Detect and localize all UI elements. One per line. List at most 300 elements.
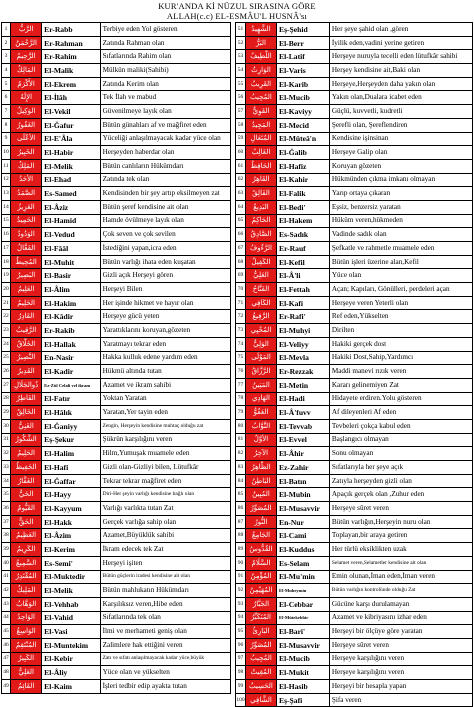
transliteration: El-Hayy [42,488,100,502]
meaning: Çok seven ve çok sevilen [100,228,231,242]
row-number: 65 [236,214,246,228]
transliteration: El-Ğafur [42,118,100,132]
row-number: 86 [236,502,246,516]
transliteration: El-Karib [277,77,330,91]
transliteration: El-Müteâ'n [277,132,330,146]
row-number: 58 [236,118,246,132]
meaning: Hükmü altında tutan [100,365,231,379]
names-tables [1,22,473,705]
arabic-name: العَفُوُّ [245,406,276,420]
arabic-name: المُصَوِّرُ [245,638,276,652]
transliteration: El-Vekil [42,105,100,119]
name-row [2,228,231,242]
meaning: Apaçık gerçek olan ,Zuhur eden [329,488,472,502]
name-row [236,392,473,406]
row-number: 55 [236,77,246,91]
arabic-name: الأَحَدُ [11,173,42,187]
transliteration: El-Â'fuvv [277,406,330,420]
meaning: İşleri tedbir edip ayakta tutan [100,680,231,694]
row-number: 62 [236,173,246,187]
transliteration: El-Âziz [42,200,100,214]
transliteration: El-Musavvir [277,502,330,516]
arabic-name: الرَّزَّاقُ [245,365,276,379]
transliteration: El-Hâlık [42,406,100,420]
name-row [2,187,231,201]
row-number: 30 [2,419,11,433]
name-row [236,269,473,283]
arabic-name: المَالِكُ [11,64,42,78]
transliteration: El-Veliyy [277,337,330,351]
row-number: 82 [236,447,246,461]
row-number: 96 [236,638,246,652]
row-number: 87 [236,515,246,529]
arabic-name: البَاطِنُ [245,474,276,488]
meaning: Yüce olan [329,269,472,283]
meaning: Zatında tek olan [100,173,231,187]
row-number: 61 [236,159,246,173]
header-line-2: ALLAH(c.c) EL-ESMÂU'L HUSNÂ'sı [166,11,308,21]
name-row [236,666,473,680]
meaning: Bütün günahları af ve mağfiret eden [100,118,231,132]
name-row [236,310,473,324]
transliteration: El-Kaim [42,680,100,694]
name-row [236,638,473,652]
arabic-name: الحَفِيظُ [11,461,42,475]
row-number: 85 [236,488,246,502]
name-row [236,447,473,461]
arabic-name: الخَبِيرُ [11,146,42,160]
arabic-name: العَظِيمُ [11,529,42,543]
meaning: Kendisinden bir şey artıp eksilmeyen zat [100,187,231,201]
row-number: 89 [236,543,246,557]
transliteration: En-Nasir [42,351,100,365]
name-row [2,283,231,297]
row-number: 54 [236,64,246,78]
meaning: Bütün mahlukatın Hükümdarı [100,584,231,598]
meaning: Azamet ve ikram sahibi [100,378,231,392]
arabic-name: الكَافِي [245,296,276,310]
meaning: Açan; Kapıları, Gönülleri, perdeleri açan [329,283,472,297]
name-row [236,77,473,91]
arabic-name: المُقْتَدِرُ [11,570,42,584]
name-row [236,132,473,146]
name-row [236,515,473,529]
meaning: Herşeye sûret veren [329,638,472,652]
name-row [236,419,473,433]
arabic-name: المُؤْمِنُ [245,570,276,584]
transliteration: El-Muhit [42,255,100,269]
transliteration: El-Kâdir [42,310,100,324]
name-row [236,488,473,502]
name-row [2,214,231,228]
name-row [236,570,473,584]
name-row [2,680,231,694]
arabic-name: المُصَوِّرُ [245,502,276,516]
name-row [236,378,473,392]
row-number: 92 [236,584,246,598]
transliteration: El-Âliy [42,666,100,680]
meaning: Güçlü, kuvvetli, kudretli [329,105,472,119]
meaning: Zatında Rahman olan [100,36,231,50]
row-number: 12 [2,173,11,187]
transliteration: El-Hallak [42,337,100,351]
transliteration: El-Âhir [277,447,330,461]
transliteration: El-Ğaffar [42,474,100,488]
meaning: İkram edecek tek Zat [100,543,231,557]
transliteration: El-Hasib [277,680,330,694]
name-row [2,611,231,625]
meaning: Yoktan Yaratan [100,392,231,406]
meaning: Güvenilmeye layık olan [100,105,231,119]
header-line-1: KUR'ANDA Kİ NÜZUL SIRASINA GÖRE [158,1,316,11]
arabic-name: المُتَكَبِّرُ [245,611,276,625]
name-row [236,406,473,420]
meaning: Herşeye sûret veren [329,502,472,516]
row-number: 63 [236,187,246,201]
arabic-name: الشَّهِيدُ [245,23,276,37]
meaning: Kararı gelinemiyen Zat [329,378,472,392]
name-row [2,50,231,64]
arabic-name: الكَفِيلُ [245,255,276,269]
meaning: Azamet ve kibriyasını izhar eden [329,611,472,625]
page-header [0,0,474,21]
arabic-name: الحَمِيدُ [11,214,42,228]
transliteration: El-Muheymin [277,584,330,598]
name-row [2,447,231,461]
arabic-name: اللَّطِيفُ [245,50,276,64]
meaning: Hilm,Yumuşak muamele eden [100,447,231,461]
meaning: İlmi ve merhameti geniş olan [100,625,231,639]
row-number: 59 [236,132,246,146]
meaning: Ref eden,Yükselten [329,310,472,324]
meaning: Gizli açık Herşeyi gören [100,269,231,283]
arabic-name: الرَّءُوفُ [245,242,276,256]
row-number: 57 [236,105,246,119]
row-number: 35 [2,488,11,502]
meaning: Herşeye karşılığını veren [329,652,472,666]
transliteration: Er-Rahim [42,50,100,64]
transliteration: El-Musavvir [277,638,330,652]
meaning: Tek İlah ve mabud [100,91,231,105]
arabic-name: العَزِيزُ [11,200,42,214]
meaning: Hakka kulluk edene yardım eden [100,351,231,365]
meaning: Tevbeleri çokça kabul eden [329,419,472,433]
arabic-name: التَّوَّابُ [245,419,276,433]
transliteration: Es-Selam [277,556,330,570]
row-number: 43 [2,597,11,611]
arabic-name: الغَفَّارُ [11,474,42,488]
meaning: Tekrar tekrar mağfiret eden [100,474,231,488]
row-number: 6 [2,91,11,105]
transliteration: En-Nur [277,515,330,529]
transliteration: El-Vasi [42,625,100,639]
transliteration: El-Hafi [42,461,100,475]
name-row [236,474,473,488]
name-row [2,419,231,433]
transliteration: El-Basir [42,269,100,283]
arabic-name: الفَاطِرُ [11,392,42,406]
name-row [236,50,473,64]
row-number: 3 [2,50,11,64]
name-row [2,200,231,214]
meaning: Maddi manevi rızık veren [329,365,472,379]
row-number: 48 [2,666,11,680]
transliteration: Eş-Şafi [277,693,330,707]
row-number: 37 [2,515,11,529]
meaning: Şifa veren [329,693,472,707]
transliteration: Ez-Zahir [277,461,330,475]
arabic-name: الحَلِيمُ [11,447,42,461]
transliteration: El-Malik [42,64,100,78]
row-number: 10 [2,146,11,160]
name-row [2,337,231,351]
arabic-name: الخَلَّاقُ [11,337,42,351]
row-number: 84 [236,474,246,488]
name-row [2,296,231,310]
arabic-name: الوَارِثُ [245,64,276,78]
transliteration: El-Hakem [277,214,330,228]
meaning: Sıfatlarında Rahim olan [100,50,231,64]
row-number: 44 [2,611,11,625]
meaning: Zalimlere hak ettiğini veren [100,638,231,652]
arabic-name: الكَرِيمُ [11,543,42,557]
name-row [2,242,231,256]
row-number: 51 [236,23,246,37]
arabic-name: البَرُّ [245,36,276,50]
transliteration: El-Kebir [42,652,100,666]
name-row [2,36,231,50]
name-row [236,214,473,228]
name-row [2,105,231,119]
arabic-name: الإِلَهُ [11,91,42,105]
transliteration: El-Melik [42,584,100,598]
transliteration: El-Kaviyy [277,105,330,119]
row-number: 31 [2,433,11,447]
transliteration: El-Cebbar [277,597,330,611]
row-number: 8 [2,118,11,132]
meaning: Bütün şeref kendisine ait olan [100,200,231,214]
meaning: Af dileyenleri Af eden [329,406,472,420]
name-row [2,556,231,570]
arabic-name: المُقِيتُ [245,666,276,680]
arabic-name: الجَبَّارُ [245,597,276,611]
name-row [236,255,473,269]
meaning: Bütün canlıların Hükümdarı [100,159,231,173]
transliteration: El-Vahid [42,611,100,625]
transliteration: Er-Rakib [42,324,100,338]
transliteration: El-E'Âla [42,132,100,146]
arabic-name: الوَدُودُ [11,228,42,242]
meaning: Her işinde hikmet ve hayır olan [100,296,231,310]
arabic-name: الغَالِبُ [245,146,276,160]
name-row [2,378,231,392]
name-row [236,597,473,611]
meaning: Bütün varlığı ihata eden kuşatan [100,255,231,269]
name-row [2,255,231,269]
transliteration: El-Fââl [42,242,100,256]
arabic-name: الوَاسِعُ [11,625,42,639]
arabic-name: العَلِيُّ [11,666,42,680]
row-number: 91 [236,570,246,584]
transliteration: El-Hakk [42,515,100,529]
meaning: Sonu olmayan [329,447,472,461]
row-number: 28 [2,392,11,406]
row-number: 99 [236,680,246,694]
transliteration: El-Tevvab [277,419,330,433]
row-number: 25 [2,351,11,365]
row-number: 81 [236,433,246,447]
transliteration: El-İlâh [42,91,100,105]
arabic-name: القَرِيبُ [245,77,276,91]
row-number: 16 [2,228,11,242]
row-number: 22 [2,310,11,324]
transliteration: Eş-Şekur [42,433,100,447]
name-row [2,23,231,37]
row-number: 70 [236,283,246,297]
meaning: Zengin, Herşeyin kendisine muhtaç olduğu zat [100,419,231,433]
arabic-name: المَجِيدُ [245,118,276,132]
meaning: Emin olunan,İman eden,İman veren [329,570,472,584]
arabic-name: السَّمِيعُ [11,556,42,570]
row-number: 64 [236,200,246,214]
arabic-name: القَائِمُ [11,680,42,694]
name-row [2,570,231,584]
arabic-name: ذُوالجَلَالِ [11,378,42,392]
arabic-name: المُحْيِي [245,324,276,338]
name-row [2,310,231,324]
name-row [2,461,231,475]
meaning: Herşeyi Bilen [100,283,231,297]
name-row [236,556,473,570]
arabic-name: الأَكْرَمُ [11,77,42,91]
arabic-name: الشَّافِي [245,693,276,707]
arabic-name: الغَنِيُّ [11,419,42,433]
name-row [2,433,231,447]
transliteration: El-Ğaniyy [42,419,100,433]
meaning: Karşılıksız veren,Hibe eden [100,597,231,611]
meaning: Dirilten [329,324,472,338]
arabic-name: الحَاكِمُ [245,214,276,228]
row-number: 24 [2,337,11,351]
transliteration: El-Vehhab [42,597,100,611]
transliteration: El-Vedud [42,228,100,242]
arabic-name: الأَوَّلُ [245,433,276,447]
meaning: Sıfatlarında tek olan [100,611,231,625]
transliteration: El-Evvel [277,433,330,447]
row-number: 18 [2,255,11,269]
row-number: 41 [2,570,11,584]
arabic-name: الفَالِقُ [245,187,276,201]
meaning: İyilik eden,vadini yerine getiren [329,36,472,50]
name-row [2,146,231,160]
meaning: Her türlü eksiklikten uzak [329,543,472,557]
arabic-name: المَلِكُ [11,159,42,173]
row-number: 69 [236,269,246,283]
name-row [236,228,473,242]
name-row [236,242,473,256]
row-number: 88 [236,529,246,543]
arabic-name: الحَافِظُ [245,159,276,173]
row-number: 73 [236,324,246,338]
transliteration: El-Hakim [42,296,100,310]
arabic-name: القَاهِرُ [245,173,276,187]
transliteration: Es-Samed [42,187,100,201]
transliteration: Er-Rauf [277,242,330,256]
name-row [236,611,473,625]
transliteration: El-Latif [277,50,330,64]
arabic-name: السَّلَامُ [245,556,276,570]
meaning: Hidayete erdiren.Yolu gösteren [329,392,472,406]
row-number: 5 [2,77,11,91]
row-number: 40 [2,556,11,570]
meaning: Hakiki gerçek dost [329,337,472,351]
transliteration: El-Berr [277,36,330,50]
meaning: Selamet veren,Selametler kendisine ait olan [329,556,472,570]
arabic-name: الحَيُّ [11,488,42,502]
row-number: 67 [236,242,246,256]
name-row [236,173,473,187]
row-number: 19 [2,269,11,283]
transliteration: El-Metin [277,378,330,392]
name-row [236,365,473,379]
meaning: Herşeyi bir hesapla yapan [329,680,472,694]
name-row [2,638,231,652]
transliteration: El-Batın [277,474,330,488]
row-number: 7 [2,105,11,119]
name-row [236,584,473,598]
transliteration: El-Kafi [277,296,330,310]
row-number: 56 [236,91,246,105]
meaning: Toplayan,bir araya getiren [329,529,472,543]
arabic-name: الظَّاهِرُ [245,461,276,475]
arabic-name: المَلِيكُ [11,584,42,598]
row-number: 78 [236,392,246,406]
arabic-name: المُبِينُ [245,488,276,502]
transliteration: El-Â'li [277,269,330,283]
name-row [236,680,473,694]
meaning: Herşeyi bir ölçüye göre yaratan [329,625,472,639]
row-number: 76 [236,365,246,379]
arabic-name: الرَّحْمَنُ [11,36,42,50]
name-row [2,488,231,502]
transliteration: El-Mütekebbir [277,611,330,625]
row-number: 34 [2,474,11,488]
transliteration: El-Mucib [277,652,330,666]
names-table-right [235,22,473,707]
name-row [2,529,231,543]
name-row [2,269,231,283]
transliteration: El-Kadir [42,365,100,379]
row-number: 42 [2,584,11,598]
arabic-name: الجَامِعُ [245,529,276,543]
name-row [2,91,231,105]
arabic-name: العَلِيمُ [11,283,42,297]
name-row [2,351,231,365]
transliteration: Er-Rahman [42,36,100,50]
row-number: 100 [236,693,246,707]
transliteration: El-Kahir [277,173,330,187]
meaning: Herşeyi işiten [100,556,231,570]
meaning: Herşeye,Herşeyden daha yakın olan [329,77,472,91]
arabic-name: الرَّقِيبُ [11,324,42,338]
row-number: 95 [236,625,246,639]
meaning: Mülkün maliki(Sahibi) [100,64,231,78]
name-row [2,118,231,132]
meaning: Yüce olan ve yükselten [100,666,231,680]
transliteration: El-Ekrem [42,77,100,91]
arabic-name: الآخِرُ [245,447,276,461]
arabic-name: المُتَعَالِ [245,132,276,146]
